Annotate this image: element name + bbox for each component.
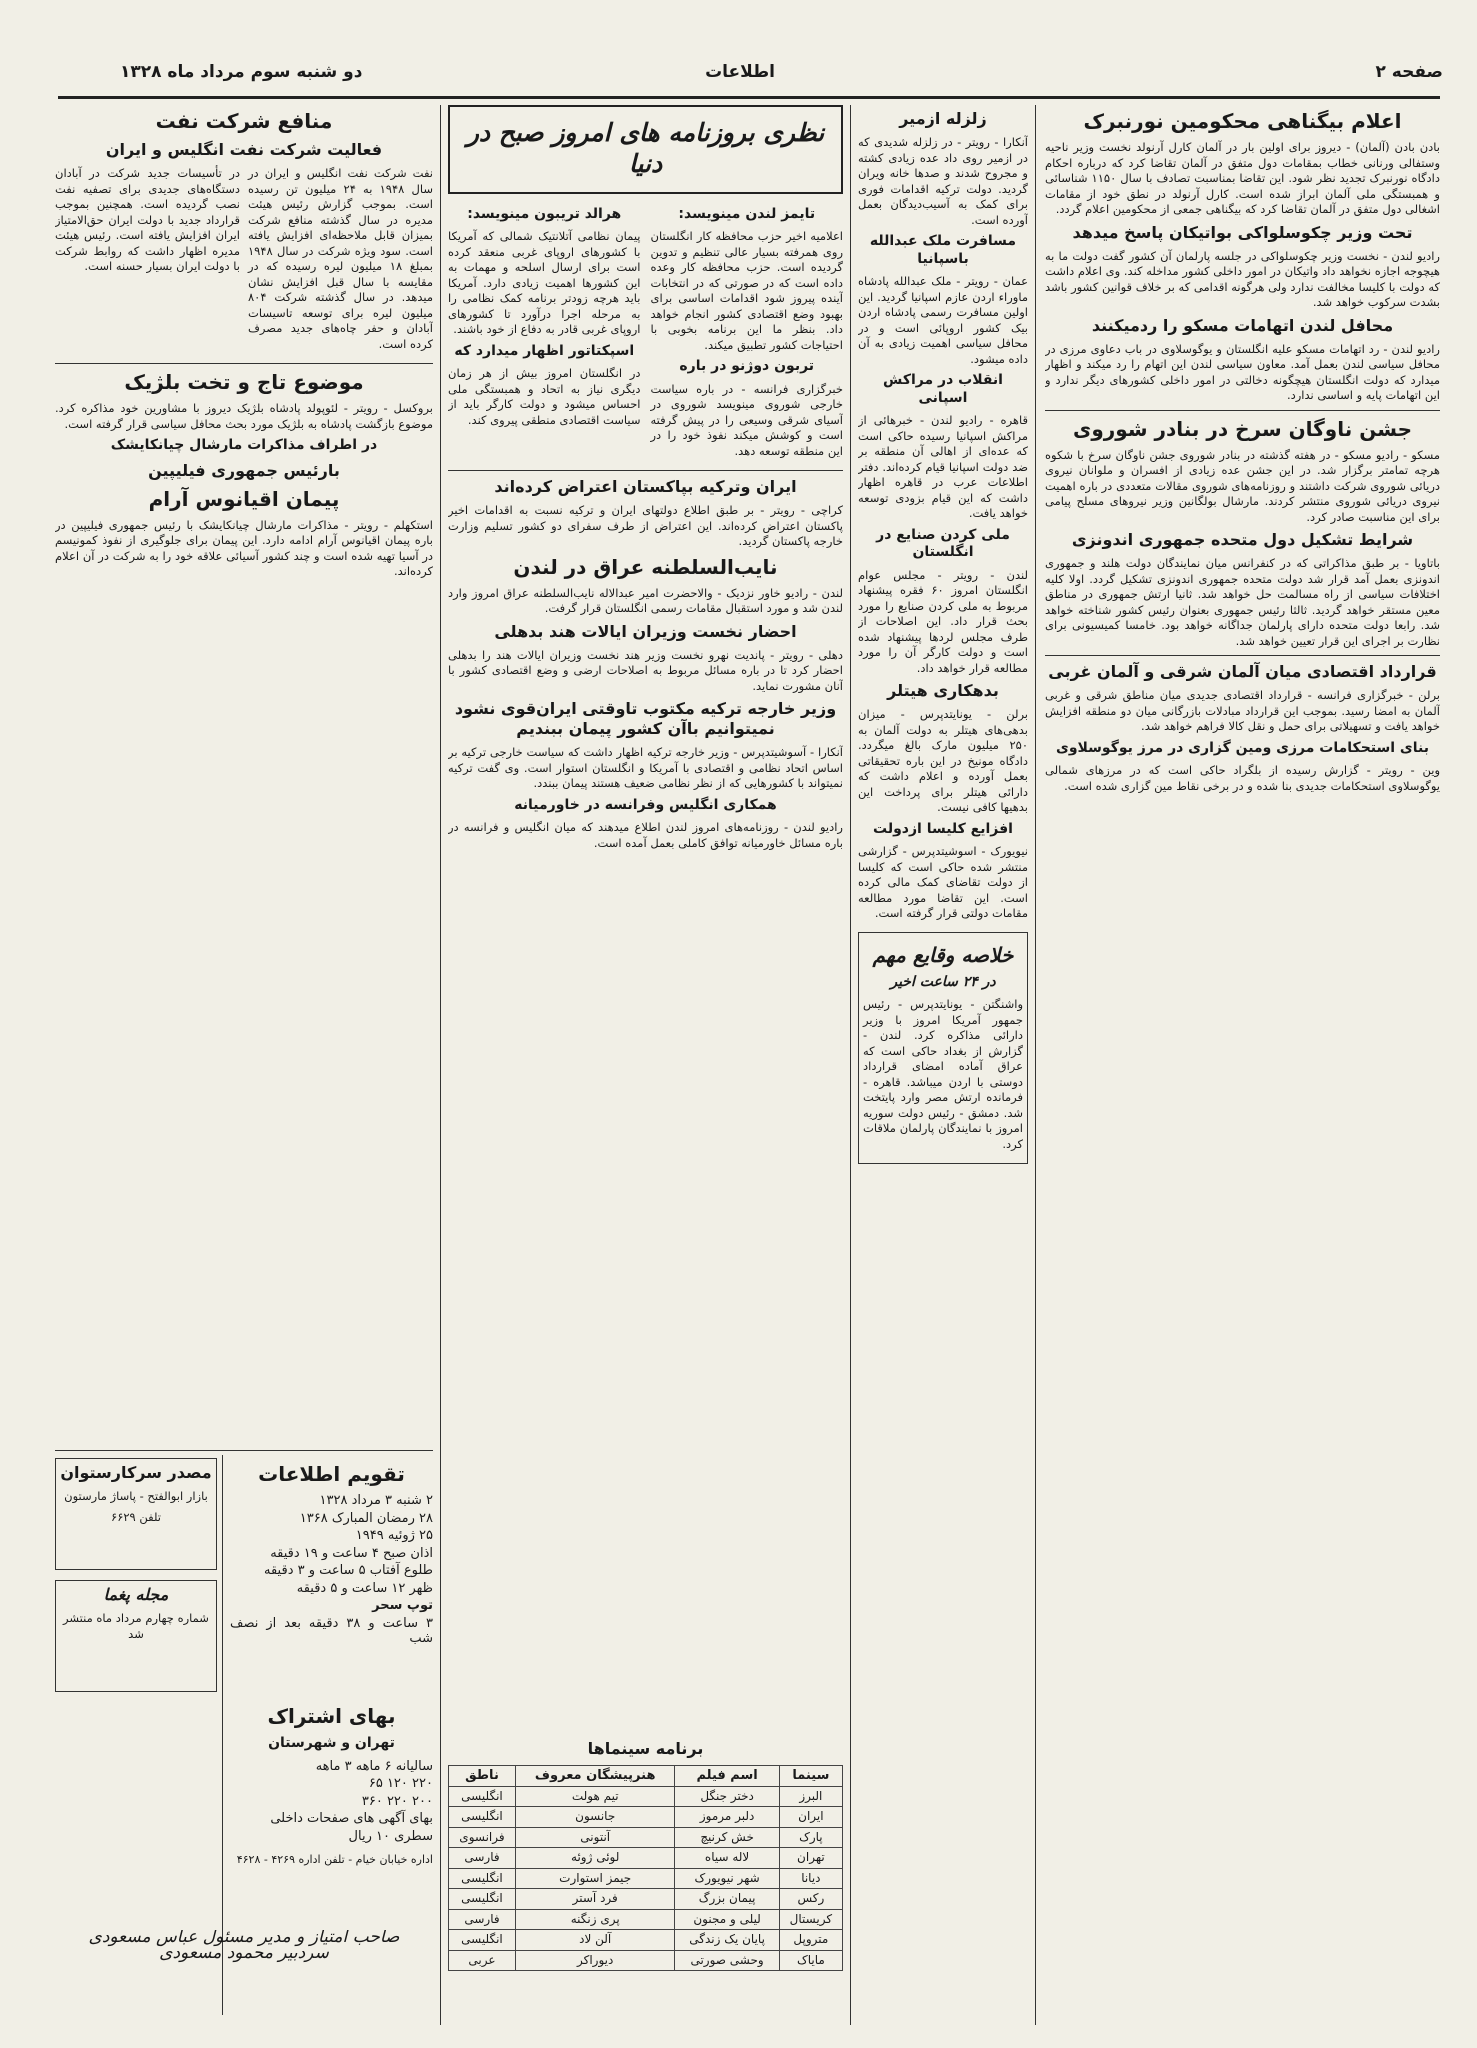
table-cell: ایران [779,1807,842,1828]
column-center [448,105,843,1730]
summary-body: واشنگتن - یونایتدپرس - رئیس جمهور آمریکا امروز با وزیر دارائی مذاکره کرد. لندن - گزارش از بغداد حاکی است که عراق آماده امضای قرارداد دوستی با اردن میباشد. قاهره - فرمانده ارتش مصر وارد پایتخت شد. دمشق - رئیس دولت سوریه امروز با نمایندگان پارلمان ملاقات کرد. [863,997,1023,1151]
headline: اعلام بیگناهی محکومین نورنبرک [1083,109,1402,133]
subscription-row [230,1776,433,1792]
table-cell: فارسی [449,1909,516,1930]
cinema-section [448,1735,843,2025]
calendar-box [230,1458,433,1693]
table-row [449,1786,843,1807]
headline: زلزله ازمیر [899,109,987,128]
headline: همکاری انگلیس وفرانسه در خاورمیانه [514,796,777,813]
table-cell: انگلیسی [449,1786,516,1807]
subscription-row [230,1759,433,1775]
subscription-row-text: بهای آگهی های صفحات داخلی [270,1811,433,1826]
press-review-right [651,202,844,465]
table-row [449,1930,843,1951]
banner-box [448,105,843,194]
press-review-left [448,202,641,465]
headline: جشن ناوگان سرخ در بنادر شوروی [1073,416,1412,441]
table-cell: متروپل [779,1930,842,1951]
article-body: خبرگزاری فرانسه - در باره سیاست خارجی شوروی مینویسد شوروی در آسیای شرقی وسیعی را در پیش گرفته است و کوشش میکند نفوذ خود را در این منطقه توسعه دهد. [650,381,843,458]
article-body: رادیو لندن - نخست وزیر چکوسلواکی در جلسه پارلمان آن کشور گفت دولت ما به هیچوجه اجازه نخواهد داد واتیکان در امور داخلی کشور مداخله کند. وی اعلام داشت که دولت با کلیسا مخالفت ندارد ولی هرگونه اقدامی که بر خلاف قوانین کشور باشد بشدت سرکوب خواهد شد. [1045,248,1440,309]
calendar-row-text: ۲۵ ژوئیه ۱۹۴۹ [355,1528,433,1543]
table-row [449,1950,843,1971]
article-body: پیمان نظامی آتلانتیک شمالی که آمریکا با کشورهای اروپای غربی منعقد کرده است برای ارسال اسلحه و مهمات به این کشورها اهمیت زیادی دارد. آمریکا باید هرچه زودتر برنامه کمک نظامی را به مرحله اجرا درآورد تا کشورهای اروپای غربی قادر به دفاع از خود باشند. [448,229,641,336]
table-header: هنرپیشگان معروف [515,1766,675,1787]
table-row [449,1807,843,1828]
table-header: اسم فیلم [675,1766,779,1787]
table-header: سینما [779,1766,842,1787]
column-second [858,105,1028,2030]
article-body: نیویورک - اسوشیتدپرس - گزارشی منتشر شده حاکی است که کلیسا از دولت تقاضای کمک مالی کرده است. این تقاضا مورد مطالعه مقامات دولتی قرار گرفته است. [858,844,1028,920]
divider [1045,655,1440,656]
calendar-row [230,1598,433,1614]
table-row [449,1848,843,1869]
article-body: آنکارا - آسوشیتدپرس - وزیر خارجه ترکیه اظهار داشت که سیاست خارجی ترکیه بر اساس اتحاد نظامی و اقتصادی با آمریکا و انگلستان استوار است. وی گفت ترکیه نمیتواند با کشورهایی که از نظر نظامی ضعیف هستند پیمان ببندد. [448,745,843,790]
table-cell: جانسون [515,1807,675,1828]
subscription-title: بهای اشتراک [267,1704,396,1728]
calendar-row-text: ۲۸ رمضان المبارک ۱۳۶۸ [299,1510,433,1526]
table-row [449,1909,843,1930]
article-body: لندن - رویتر - مجلس عوام انگلستان امروز ۶۰ فقره پیشنهاد مربوط به ملی کردن صنایع را مورد بحث قرار داد. این اصلاحات از طرف مجلس لردها پیشنهاد شده است و دولت کارگر آن را مورد مطالعه قرار خواهد داد. [858,567,1028,675]
calendar-row-text: ۳ ساعت و ۳۸ دقیقه بعد از نصف شب [230,1615,433,1646]
table-cell: انگلیسی [449,1889,516,1910]
cinema-title: برنامه سینماها [587,1739,704,1758]
table-cell: آنتونی [515,1827,675,1848]
subscription-row [230,1829,433,1845]
magazine-body: شماره چهارم مرداد ماه منتشر شد [63,1611,209,1641]
magazine-box [55,1580,217,1692]
article-body: بروکسل - رویتر - لئوپولد پادشاه بلژیک دیروز با مشاورین خود مذاکره کرد. موضوع بازگشت پادشاه به بلژیک مورد بحث محافل سیاسی قرار گرفته است. [55,401,433,431]
table-row [449,1827,843,1848]
table-cell: فرانسوی [449,1827,516,1848]
article-body: آنکارا - رویتر - در زلزله شدیدی که در ازمیر روی داد عده زیادی کشته و مجروح شدند و صدها خانه ویران گردید. دولت ترکیه اقدامات فوری برای کمک به آسیب‌دیدگان بعمل آورده است. [858,135,1028,227]
subscription-row-text: ۲۲۰ ۱۲۰ ۶۵ [368,1776,433,1791]
calendar-row-text: طلوع آفتاب ۵ ساعت و ۳ دقیقه [264,1563,433,1578]
headline: احضار نخست وزیران ایالات هند بدهلی [494,621,797,641]
column-rule [1035,105,1036,2025]
paper-name: اطلاعات [705,62,775,82]
headline: شرایط تشکیل دول متحده جمهوری اندونزی [1071,530,1414,549]
calendar-row [230,1493,433,1509]
date-line: دو شنبه سوم مرداد ماه ۱۳۲۸ [120,62,363,82]
headline: بدهکاری هیتلر [887,681,999,700]
table-cell: مایاک [779,1950,842,1971]
headline: پیمان اقیانوس آرام [148,486,340,511]
table-cell: البرز [779,1786,842,1807]
table-header-row [449,1766,843,1787]
table-cell: وحشی صورتی [675,1950,779,1971]
column-rule [850,105,851,2025]
press-review [448,202,843,465]
calendar-row [230,1511,433,1527]
table-cell: دلبر مرموز [675,1807,779,1828]
column-rule [440,105,441,2025]
article-body: لندن - رادیو خاور نزدیک - والاحضرت امیر عبدالاله نایب‌السلطنه عراق امروز وارد لندن شد و مورد استقبال مقامات رسمی انگلستان قرار گرفت. [448,585,843,615]
ad-phone: تلفن ۶۶۲۹ [111,1509,161,1524]
article-body: رادیو لندن - روزنامه‌های امروز لندن اطلاع میدهند که میان انگلیس و فرانسه در باره مسائل خاورمیانه توافق کاملی بعمل آمده است. [448,820,843,850]
article-body: بادن بادن (آلمان) - دیروز برای اولین بار در آلمان کارل آرنولد نخست وزیر ناحیه وستفالی ورنانی خطاب بمقامات دول متفق در آلمان تقاضا کرد که درباره احکام دادگاه نورنبرک تجدید نظر شود. این تقاضا بمناسبت تصادف با سال ۱۱۵۰ شناسائی و همبستگی ملی آلمان ابراز شده است. کارل آرنولد در نطق خود از مقامات اشغالی دول متفق در آلمان تقاضا کرد که بیگناهی جمعی از محکومین اعلام گردد. [1045,140,1440,216]
calendar-row [230,1563,433,1579]
table-cell: دیوراکر [515,1950,675,1971]
calendar-row-text: اذان صبح ۴ ساعت و ۱۹ دقیقه [270,1545,433,1561]
headline: در اطراف مذاکرات مارشال چیانکایشک [110,437,378,453]
table-cell: تهران [779,1848,842,1869]
summary-subtitle: در ۲۴ ساعت اخیر [890,973,996,990]
article-body: اعلامیه اخیر حزب محافظه کار انگلستان روی همرفته بسیار عالی تنظیم و تدوین گردیده است. حزب محافظه کار وعده داده است که در صورتی که در انتخابات آینده پیروز شود اقدامات اساسی برای بهبود وضع اقتصادی کشور انجام خواهد داد. بنظر ما این برنامه بخوبی با احتیاجات کشور تطبیق میکند. [650,229,843,352]
calendar-row [230,1616,433,1647]
headline: انقلاب در مراکش اسپانی [883,372,1003,406]
subscription-box [230,1700,433,1920]
article-body: در تأسیسات جدید شرکت در آبادان دستگاه‌های جدیدی برای تصفیه نفت نصب گردیده است. همچنین بموجب قرارداد جدید با دولت ایران حق‌الامتیاز ایران افزایش یافته است. رئیس هیئت مدیره اظهار داشت که روابط شرکت با دولت ایران بسیار حسنه است. [55,166,240,273]
article-body: قاهره - رادیو لندن - خبرهائی از مراکش اسپانیا رسیده حاکی است که عده‌ای از اهالی آن منطقه بر ضد دولت اسپانیا قیام کرده‌اند. دفتر اطلاعات عرب در قاهره اظهار داشت که این قیام بزودی توسعه خواهد یافت. [858,413,1028,520]
table-cell: فرد آستر [515,1889,675,1910]
table-cell: لوئی ژوئه [515,1848,675,1869]
column-left [55,105,433,1450]
subscription-row-text: سطری ۱۰ ریال [348,1828,433,1844]
headline: بنای استحکامات مرزی ومین گزاری در مرز یوگوسلاوی [1056,739,1429,756]
masthead-rule [58,96,1440,99]
table-cell: پیمان بزرگ [675,1889,779,1910]
table-cell: جیمز استوارت [515,1868,675,1889]
article-body: وین - رویتر - گزارش رسیده از بلگراد حاکی است که در مرزهای شمالی یوگوسلاوی استحکامات جدیدی بنا شده و در برخی نقاط مین گزاری شده است. [1045,763,1440,793]
ad-box [55,1458,217,1570]
table-cell: انگلیسی [449,1807,516,1828]
headline: فعالیت شرکت نفت انگلیس و ایران [105,140,383,159]
article-body: عمان - رویتر - ملک عبدالله پادشاه ماوراء اردن عازم اسپانیا گردید. این اولین مسافرت رسمی پادشاه اردن بیک کشور اروپائی است و در محافل سیاسی اهمیت زیادی به آن داده میشود. [858,274,1028,366]
calendar-row-text: ظهر ۱۲ ساعت و ۵ دقیقه [296,1580,433,1596]
article-body: مسکو - رادیو مسکو - در هفته گذشته در بنادر شوروی جشن ناوگان سرخ با شکوه هرچه تمامتر برگزار شد. در این جشن عده زیادی از افسران و ملوانان نیروی دریائی شوروی شرکت داشتند و روزنامه‌های شوروی مقالات متعددی در باره اهمیت نیروی دریائی شوروی منتشر کردند. مارشال بولگانین وزیر نیروهای مسلح پیامی برای این مناسبت صادر کرد. [1045,447,1440,524]
article-body: کراچی - رویتر - بر طبق اطلاع دولتهای ایران و ترکیه نسبت به اقدامات اخیر پاکستان اعتراض کرده‌اند. این اعتراض از طرف سفرای دو کشور تسلیم وزارت خارجه پاکستان گردید. [448,503,843,548]
article-body: باتاویا - بر طبق مذاکراتی که در کنفرانس میان نمایندگان دولت هلند و جمهوری اندونزی بعمل آمد قرار شد دولت متحده جمهوری اندونزی تشکیل گردد. اولا کلیه اختلافات سیاسی از راه مسالمت حل خواهد شد. ثانیا ارتش جمهوری در مناطق معین مستقر خواهد گردید. ثالثا رئیس جمهوری بعنوان رئیس کشور شناخته خواهد شد. رابعا دولت متحده دارای پارلمان جداگانه خواهد بود. خامسا کمیسیونی برای نظارت بر اجرای این قرار تعیین خواهد شد. [1045,556,1440,648]
table-cell: لاله سیاه [675,1848,779,1869]
article-body: رادیو لندن - رد اتهامات مسکو علیه انگلستان و یوگوسلاوی در باب دعاوی مرزی در محافل سیاسی لندن بعمل آمد. معاون سیاسی لندن این اتهام را رد میکند و اظهار میدارد که دولت انگلستان هیچگونه دخالتی در امور داخلی کشورهای دیگر ندارد و این اتهامات پایه و اساسی ندارد. [1045,341,1440,402]
table-cell: تیم هولت [515,1786,675,1807]
ad-body: بازار ابوالفتح - پاساژ مارستون [64,1489,208,1503]
table-cell: دیانا [779,1868,842,1889]
article-body: برلن - خبرگزاری فرانسه - قرارداد اقتصادی جدیدی میان مناطق شرقی و غربی آلمان به امضا رسید. بموجب این قرارداد مبادلات بازرگانی میان دو منطقه افزایش خواهد یافت و تسهیلاتی برای حمل و نقل کالا فراهم خواهد شد. [1045,688,1440,733]
divider [55,363,433,364]
headline: وزیر خارجه ترکیه مکتوب تاوقتی ایران‌قوی نشود نمیتوانیم باآن کشور پیمان ببندیم [454,699,837,738]
subscription-row-text: سالیانه ۶ ماهه ۳ ماهه [315,1758,433,1774]
table-cell: کریستال [779,1909,842,1930]
table-cell: خش کرنیچ [675,1827,779,1848]
table-cell: آلن لاد [515,1930,675,1951]
headline: قرارداد اقتصادی میان آلمان شرقی و آلمان غربی [1048,662,1437,681]
divider [448,470,843,471]
table-cell: عربی [449,1950,516,1971]
sub-headline: اسپکتاتور اظهار میدارد که [454,342,635,359]
article-body: نفت شرکت نفت انگلیس و ایران در سال ۱۹۴۸ به ۲۴ میلیون تن رسیده است. بموجب گزارش رئیس هیئت مدیره در سال گذشته منافع شرکت بمیزان قابل ملاحظه‌ای افزایش یافته است. سود ویژه شرکت در سال ۱۹۴۸ بمبلغ ۱۸ میلیون لیره رسیده که در مقایسه با سال قبل افزایش نشان میدهد. در سال گذشته شرکت ۸۰۴ میلیون لیره برای توسعه تاسیسات آبادان و حفر چاه‌های جدید مصرف کرده است. [248,166,433,351]
magazine-title: مجله پغما [103,1585,169,1604]
calendar-row [230,1528,433,1544]
signature-block [55,1930,433,2010]
subscription-subtitle: تهران و شهرستان [268,1735,395,1751]
table-cell: فارسی [449,1848,516,1869]
table-cell: پایان یک زندگی [675,1930,779,1951]
banner-title: نظری بروزنامه های امروز صبح در دنیا [466,118,825,179]
headline: مسافرت ملک عبدالله باسپانیا [869,233,1017,267]
column-right [1045,105,1440,2030]
headline: تحت وزیر چکوسلواکی بواتیکان پاسخ میدهد [1072,222,1413,242]
subscription-row-text: ۲۰۰ ۲۲۰ ۳۶۰ [361,1793,433,1809]
table-cell: رکس [779,1889,842,1910]
signature-editor: سردبیر محمود مسعودی [159,1942,329,1963]
table-cell: پارک [779,1827,842,1848]
table-row [449,1889,843,1910]
article-body: دهلی - رویتر - پاندیت نهرو نخست وزیر هند نخست وزیران ایالات هند را بدهلی احضار کرد تا در باره مسائل مربوط به اصلاحات ارضی و وضع اقتصادی کشور با آنان مشورت نماید. [448,647,843,693]
calendar-row [230,1581,433,1597]
oil-article [55,166,433,357]
table-cell: انگلیسی [449,1930,516,1951]
summary-title: خلاصه وقایع مهم [872,942,1014,967]
signature-owner: صاحب امتیاز و مدیر مسئول عباس مسعودی [88,1930,400,1947]
table-cell: پری زنگنه [515,1909,675,1930]
headline: موضوع تاج و تخت بلژیک [124,370,364,394]
divider [55,1450,433,1451]
ad-title: مصدر سرکارستوان [60,1463,212,1482]
article-body: برلن - یونایتدپرس - میزان بدهی‌های هیتلر به دولت آلمان به ۲۵۰ میلیون مارک بالغ میگردد. دادگاه مونیخ در این باره تحقیقاتی بعمل آورده و اعلام داشت که دارائی هیتلر برای پرداخت این بدهیها کافی نیست. [858,707,1028,814]
calendar-row-text: توپ سحر [372,1598,433,1613]
headline: ایران وترکیه بپاکستان اعتراض کرده‌اند [494,477,797,496]
table-cell: شهر نیویورک [675,1868,779,1889]
article-body: در انگلستان امروز بیش از هر زمان دیگری نیاز به اتحاد و همبستگی ملی احساس میشود و دولت کارگر باید از سیاست اقتصادی منطقی پیروی کند. [448,366,641,427]
subscription-row [230,1811,433,1827]
headline: بارئیس جمهوری فیلیپین [148,460,340,480]
table-header: ناطق [449,1766,516,1787]
headline: نایب‌السلطنه عراق در لندن [513,554,778,579]
summary-box [858,932,1028,1165]
calendar-row [230,1546,433,1562]
headline: محافل لندن اتهامات مسکو را ردمیکنند [1091,315,1394,335]
headline: افزایع کلیسا ازدولت [873,820,1013,837]
headline: ملی کردن صنایع در انگلستان [876,526,1010,560]
calendar-title: تقویم اطلاعات [258,1462,405,1486]
sub-headline: هرالد تریبون مینویسد: [467,205,622,222]
page-number: صفحه ۲ [1375,62,1443,82]
table-row [449,1868,843,1889]
table-cell: دختر جنگل [675,1786,779,1807]
subscription-row [230,1794,433,1810]
calendar-row-text: ۲ شنبه ۳ مرداد ۱۳۲۸ [319,1493,433,1508]
cinema-table [448,1765,843,1971]
sub-headline: تایمز لندن مینویسد: [678,205,816,222]
divider [1045,410,1440,411]
address-text: اداره خیابان خیام - تلفن اداره ۴۲۶۹ - ۴۶۲۸ [236,1853,433,1866]
table-cell: لیلی و مجنون [675,1909,779,1930]
sub-headline: تربون دوژنو در باره [679,358,815,374]
article-body: استکهلم - رویتر - مذاکرات مارشال چیانکایشک با رئیس جمهوری فیلیپین در باره پیمان اقیانوس آرام ادامه دارد. این پیمان برای جلوگیری از نفوذ کمونیسم در آسیا تهیه شده است و چند کشور آسیائی علاقه خود را به شرکت در آن اعلام کرده‌اند. [55,517,433,578]
table-cell: انگلیسی [449,1868,516,1889]
headline: منافع شرکت نفت [155,109,333,133]
